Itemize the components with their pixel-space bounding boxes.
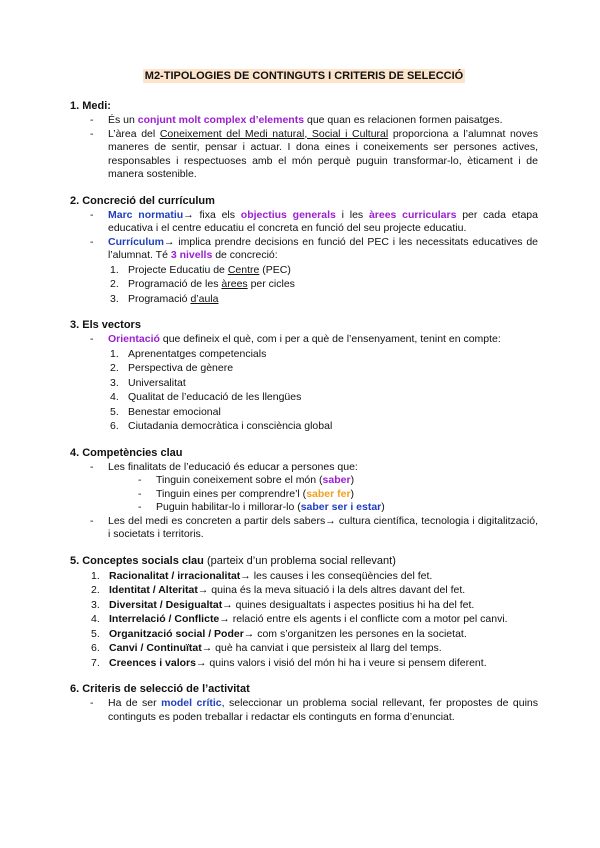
- list-item: 3. Diversitat / Desigualtat→ quines desigualtats i aspectes positius hi ha del fet.: [91, 598, 475, 611]
- list-item: 3. Programació d’aula: [110, 292, 219, 305]
- numbered-list: [70, 569, 538, 671]
- list-item: 5. Organització social / Poder→ com s’organitzen les persones en la societat.: [91, 627, 467, 640]
- section-heading: 1. Medi:: [70, 100, 111, 112]
- list-item: - Les del medi es concreten a partir dels sabers→ cultura científica, tecnologia i digitalització, i societats i territoris.: [108, 515, 538, 542]
- section-social-concepts: [70, 555, 538, 671]
- bullet-list: [70, 515, 538, 542]
- list-item: - Orientació que defineix el què, com i per a què de l’ensenyament, tenint en compte:: [108, 333, 538, 347]
- list-item: 1. Aprenentatges competencials: [110, 347, 267, 360]
- bullet-list: [70, 333, 538, 347]
- list-item: 7. Creences i valors→ quins valors i visió del món hi ha i veure si pensem diferent.: [91, 656, 487, 669]
- list-item: 1. Projecte Educatiu de Centre (PEC): [110, 263, 291, 276]
- list-item: 4. Interrelació / Conflicte→ relació entre els agents i el conflicte com a motor pel canvi.: [91, 613, 508, 625]
- section-competencies: [70, 447, 538, 542]
- numbered-list: [70, 263, 538, 307]
- section-heading: 6. Criteris de selecció de l’activitat: [70, 683, 250, 695]
- list-item: 2. Identitat / Alteritat→ quina és la meva situació i la dels altres davant del fet.: [91, 584, 466, 596]
- list-item: 4. Qualitat de l’educació de les llengües: [110, 391, 302, 403]
- list-item: - És un conjunt molt complex d’elements que quan es relacionen formen paisatges.: [108, 114, 538, 128]
- list-item: - L’àrea del Coneixement del Medi natural, Social i Cultural proporciona a l’alumnat noves maneres de sentir, pensar i actuar. I dona eines i coneixements ser persones actives, responsables i respectuoses amb el món perquè puguin transformar-lo, èticament i de manera sostenible.: [108, 128, 538, 182]
- section-heading: 4. Competències clau: [70, 446, 183, 459]
- section-activity-criteria: [70, 683, 538, 724]
- section-curriculum: [70, 195, 538, 307]
- list-item: 1. Racionalitat / irracionalitat→ les causes i les conseqüències del fet.: [91, 569, 433, 582]
- list-item: 2. Programació de les àrees per cicles: [110, 278, 295, 290]
- document-title: M2-TIPOLOGIES DE CONTINGUTS I CRITERIS DE SELECCIÓ: [144, 70, 464, 82]
- list-item: 5. Benestar emocional: [110, 405, 221, 418]
- list-item: - Tinguin coneixement sobre el món (saber): [156, 474, 538, 488]
- section-heading: 2. Concreció del currículum: [70, 194, 215, 207]
- bullet-list: [70, 209, 538, 263]
- section-heading: 5. Conceptes socials clau (parteix d’un problema social rellevant): [70, 554, 396, 567]
- bullet-list: [70, 697, 538, 724]
- list-item: 6. Canvi / Continuïtat→ què ha canviat i que persisteix al llarg del temps.: [91, 642, 442, 654]
- section-vectors: [70, 319, 538, 434]
- bullet-list: [70, 114, 538, 182]
- sub-list: [70, 474, 538, 515]
- list-item: - Ha de ser model crític, seleccionar un problema social rellevant, fer propostes de quins continguts es poden treballar i redactar els continguts en forma d’enunciat.: [108, 697, 538, 724]
- bullet-list: [70, 461, 538, 475]
- section-heading: 3. Els vectors: [70, 319, 141, 331]
- list-item: 2. Perspectiva de gènere: [110, 362, 234, 374]
- list-item: 6. Ciutadania democràtica i consciència global: [110, 420, 333, 432]
- list-item: - Puguin habilitar-lo i millorar-lo (saber ser i estar): [156, 501, 538, 515]
- numbered-list: [70, 347, 538, 434]
- list-item: - Marc normatiu→ fixa els objectius generals i les àrees curriculars per cada etapa educativa i el centre educatiu el concreta en funció del seu projecte educatiu.: [108, 209, 538, 236]
- list-item: - Les finalitats de l’educació és educar a persones que:: [108, 461, 538, 475]
- list-item: - Currículum→ implica prendre decisions en funció del PEC i les necessitats educatives de l’alumnat. Té 3 nivells de concreció:: [108, 236, 538, 263]
- section-medi: [70, 100, 538, 182]
- list-item: - Tinguin eines per comprendre’l (saber fer): [156, 488, 538, 502]
- list-item: 3. Universalitat: [110, 376, 186, 389]
